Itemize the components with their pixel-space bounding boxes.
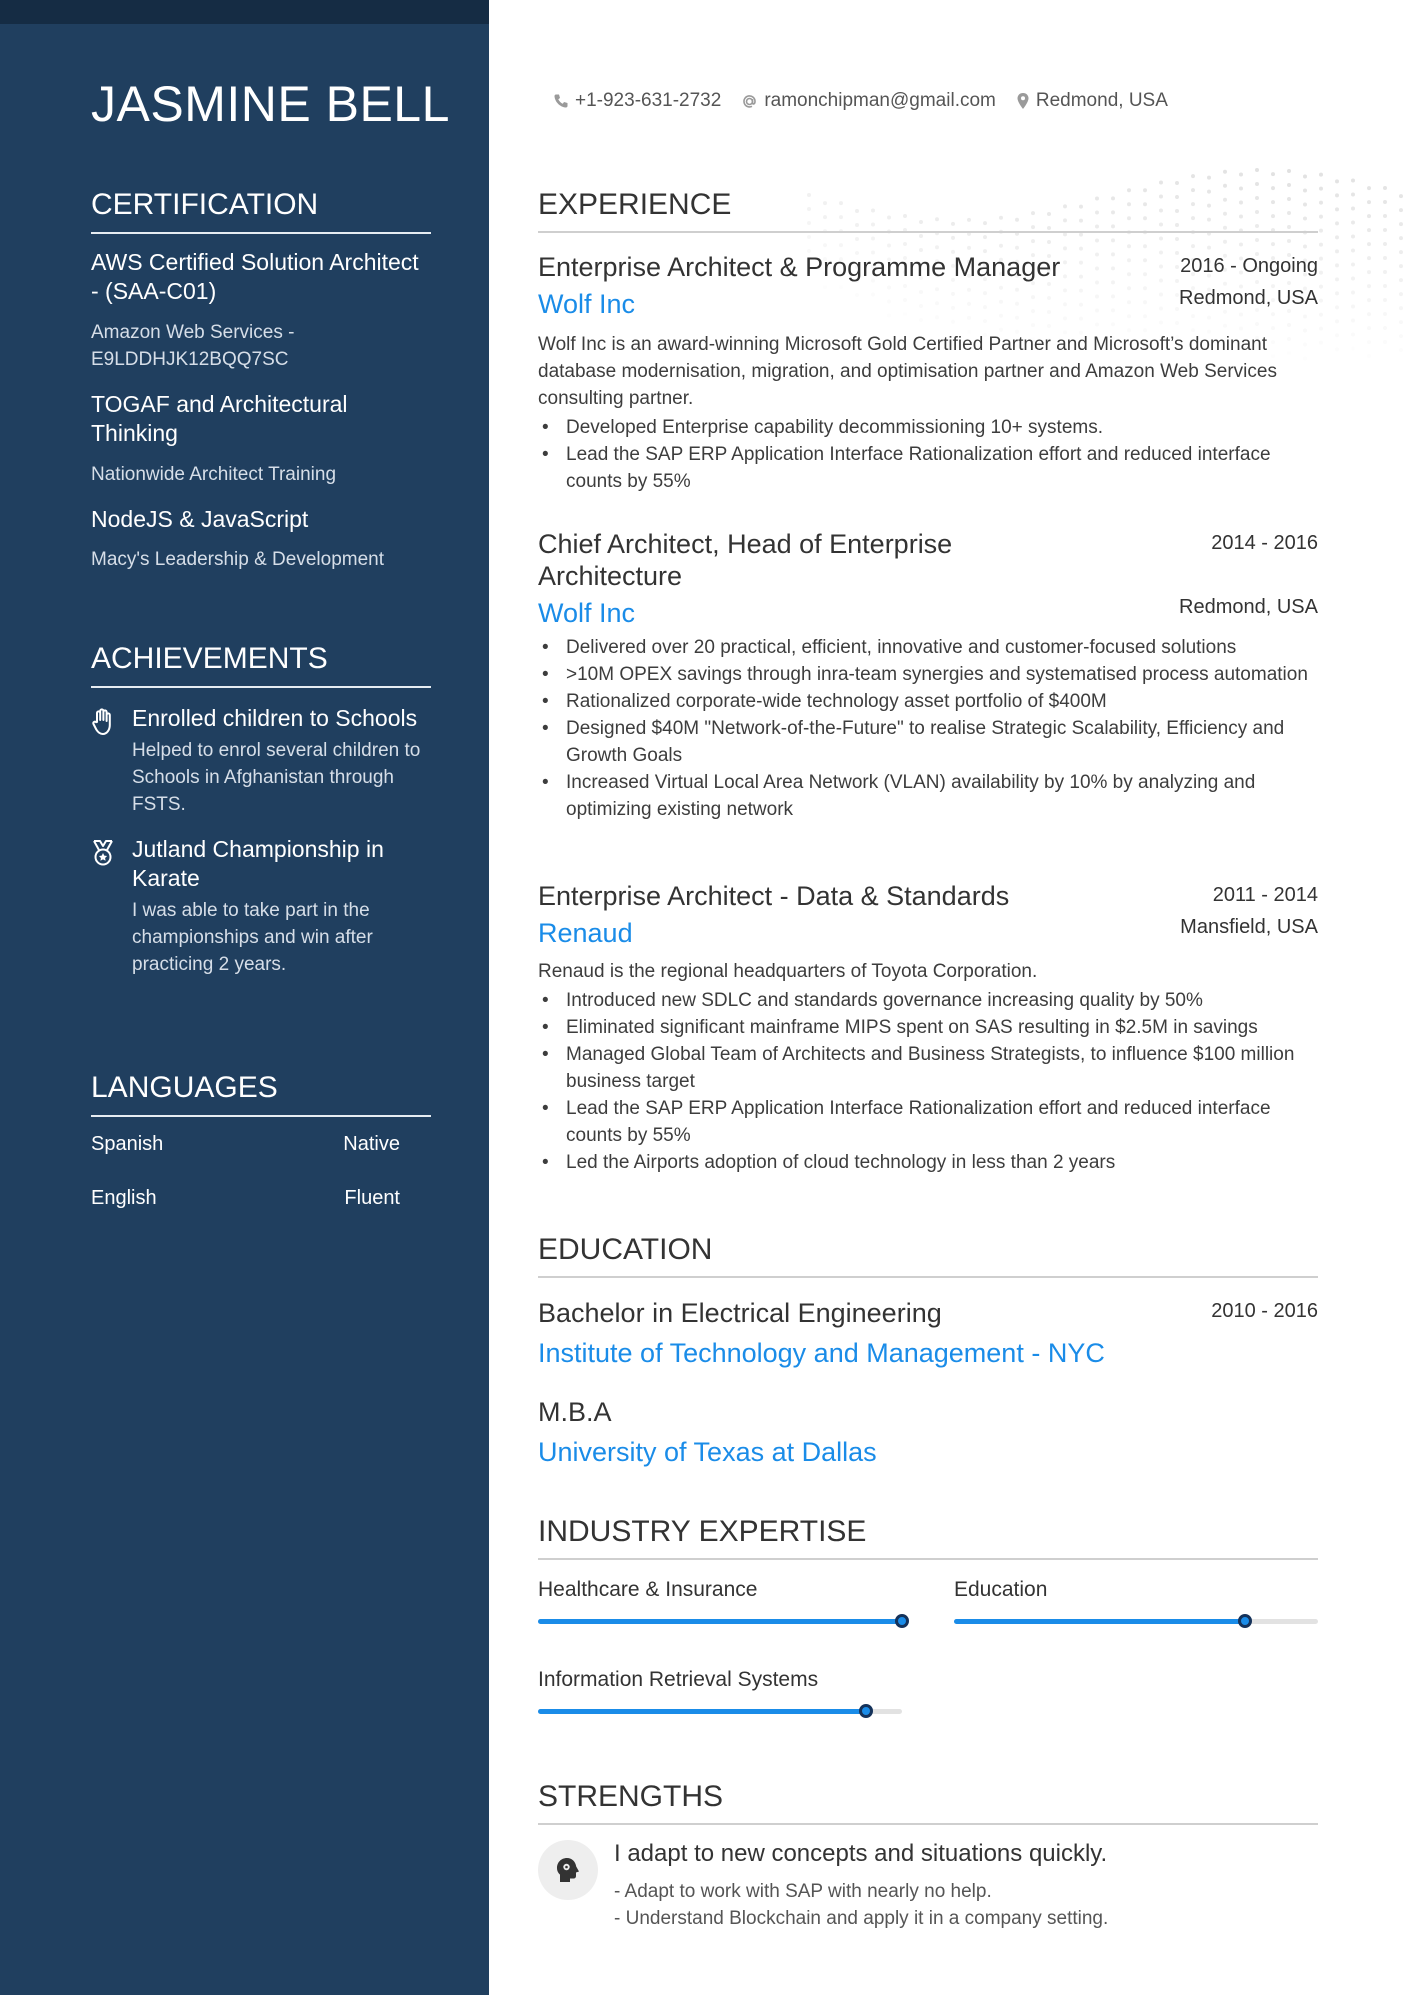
certification-title: AWS Certified Solution Architect - (SAA-C01) [91,249,419,304]
languages-heading: LANGUAGES [91,1071,431,1117]
decorative-dot [1255,182,1259,186]
decorative-dot [1319,243,1323,247]
decorative-dot [1063,246,1067,250]
expertise-item [538,1578,902,1624]
decorative-dot [1383,298,1387,302]
decorative-dot [1335,263,1339,267]
decorative-dot [1367,354,1371,358]
decorative-dot [1383,284,1387,288]
expertise-bar-knob [859,1704,873,1718]
decorative-dot [1367,256,1371,260]
job-title: Chief Architect, Head of Enterprise Architecture [538,529,953,591]
expertise-bar-fill [538,1619,902,1624]
language-level: Native [343,1132,400,1155]
job-bullet: • Rationalized corporate-wide technology asset portfolio of $400M [538,688,1318,715]
degree-title: Bachelor in Electrical Engineering [538,1298,942,1328]
decorative-dot [1399,306,1403,310]
certification-title: TOGAF and Architectural Thinking [91,391,348,446]
decorative-dot [1319,299,1323,303]
decorative-dot [1287,239,1291,243]
decorative-dot [1319,201,1323,205]
achievement-description: Helped to enrol several children to Schools in Afghanistan through FSTS. [132,740,421,815]
certification-item [91,390,431,488]
achievement-title: Jutland Championship in Karate [132,836,384,891]
job-bullet: • Designed $40M "Network-of-the-Future" to realise Strategic Scalability, Efficiency and Growth Goals [538,715,1318,769]
decorative-dot [1335,235,1339,239]
decorative-dot [1367,312,1371,316]
job-bullet: • Increased Virtual Local Area Network (VLAN) availability by 10% by analyzing and optimizing existing network [538,769,1318,823]
education-entry [538,1296,1318,1370]
education-date: 2010 - 2016 [1211,1300,1318,1322]
certification-issuer: Macy's Leadership & Development [91,549,384,570]
decorative-dot [871,236,875,240]
certification-item [91,248,431,373]
decorative-dot [1047,240,1051,244]
decorative-dot [983,235,987,239]
job-bullet: • Eliminated significant mainframe MIPS spent on SAS resulting in $2.5M in savings [538,1014,1318,1041]
decorative-dot [1287,183,1291,187]
decorative-dot [1303,245,1307,249]
decorative-dot [1031,239,1035,243]
language-level: Fluent [344,1186,400,1209]
decorative-dot [1383,214,1387,218]
hand-icon [91,708,115,736]
job-bullet: • Developed Enterprise capability decommissioning 10+ systems. [538,414,1318,441]
certification-section [91,188,431,573]
decorative-dot [1223,170,1227,174]
decorative-dot [1351,333,1355,337]
achievement-title: Enrolled children to Schools [132,705,418,731]
job-date: 2016 - Ongoing [1180,255,1318,277]
job-title: Enterprise Architect & Programme Manager [538,252,1061,282]
decorative-dot [1399,194,1403,198]
decorative-dot [1335,305,1339,309]
phone-contact[interactable] [553,90,721,112]
job-location: Mansfield, USA [1180,916,1318,938]
decorative-dot [1351,179,1355,183]
decorative-dot [1335,319,1339,323]
decorative-dot [1399,348,1403,352]
achievements-heading: ACHIEVEMENTS [91,642,431,688]
achievement-item [91,704,431,818]
decorative-dot [1335,249,1339,253]
expertise-item [954,1578,1318,1624]
job-entry [538,251,1318,495]
decorative-dot [967,246,971,250]
decorative-dot [1319,257,1323,261]
decorative-dot [1319,271,1323,275]
decorative-dot [935,245,939,249]
decorative-dot [1335,277,1339,281]
achievement-description: I was able to take part in the championships and win after practicing 2 years. [132,900,373,975]
achievement-item [91,835,431,978]
decorative-dot [1335,291,1339,295]
job-company[interactable]: Renaud [538,918,633,948]
decorative-dot [1351,193,1355,197]
decorative-dot [1351,263,1355,267]
decorative-dot [1063,232,1067,236]
decorative-dot [1127,244,1131,248]
decorative-dot [839,243,843,247]
decorative-dot [1399,292,1403,296]
decorative-dot [1383,340,1387,344]
job-entry [538,528,1318,823]
decorative-dot [1255,238,1259,242]
decorative-dot [1383,256,1387,260]
decorative-dot [807,235,811,239]
location-pin-icon [1016,92,1030,110]
experience-heading: EXPERIENCE [538,188,1318,233]
expertise-bar-knob [895,1614,909,1628]
job-date: 2014 - 2016 [1211,532,1318,554]
job-bullets [538,987,1318,1176]
location-contact [1016,90,1168,112]
certification-title: NodeJS & JavaScript [91,506,309,532]
strength-title: I adapt to new concepts and situations quickly. [614,1840,1108,1867]
at-icon [741,93,758,110]
decorative-dot [1335,333,1339,337]
email-address: ramonchipman@gmail.com [764,90,996,111]
decorative-dot [919,234,923,238]
job-bullet: • Managed Global Team of Architects and Business Strategists, to influence $100 million business target [538,1041,1318,1095]
decorative-dot [1399,264,1403,268]
job-bullet: • Lead the SAP ERP Application Interface Rationalization effort and reduced interface counts by 55% [538,441,1318,495]
decorative-dot [1351,277,1355,281]
decorative-dot [1335,179,1339,183]
decorative-dot [1319,173,1323,177]
expertise-name: Healthcare & Insurance [538,1578,758,1601]
certification-item [91,505,431,573]
school-name[interactable]: University of Texas at Dallas [538,1437,877,1467]
education-entry [538,1395,1318,1469]
decorative-dot [1271,172,1275,176]
achievements-section [91,642,431,978]
decorative-dot [1351,347,1355,351]
certification-issuer: Nationwide Architect Training [91,464,337,485]
decorative-dot [1351,319,1355,323]
decorative-dot [1367,326,1371,330]
contact-bar [553,90,1188,112]
job-description: Renaud is the regional headquarters of Toyota Corporation. [538,961,1038,982]
decorative-dot [1255,168,1259,172]
job-entry [538,880,1318,1176]
decorative-dot [1351,249,1355,253]
certification-heading: CERTIFICATION [91,188,431,234]
medal-icon [91,839,115,867]
decorative-dot [1399,236,1403,240]
strength-description [614,1878,1108,1932]
job-bullets [538,634,1318,823]
decorative-dot [1287,169,1291,173]
decorative-dot [1207,176,1211,180]
degree-title: M.B.A [538,1397,612,1427]
decorative-dot [1159,236,1163,240]
decorative-dot [1239,243,1243,247]
decorative-dot [1175,237,1179,241]
decorative-dot [1207,246,1211,250]
expertise-bar-fill [538,1709,866,1714]
decorative-dot [1223,240,1227,244]
decorative-dot [1351,235,1355,239]
decorative-dot [1319,229,1323,233]
decorative-dot [1399,222,1403,226]
expertise-bar [538,1619,902,1624]
strength-line: - Understand Blockchain and apply it in a company setting. [614,1908,1109,1929]
job-location: Redmond, USA [1179,596,1318,618]
expertise-name: Information Retrieval Systems [538,1668,819,1691]
decorative-dot [823,243,827,247]
decorative-dot [1335,221,1339,225]
head-icon [555,1856,581,1884]
decorative-dot [999,244,1003,248]
phone-icon [553,93,569,109]
decorative-dot [1399,334,1403,338]
decorative-dot [855,237,859,241]
decorative-dot [1367,214,1371,218]
strength-icon-circle [538,1840,598,1900]
decorative-dot [1319,285,1323,289]
language-name: Spanish [91,1132,164,1155]
expertise-bar-fill [954,1619,1245,1624]
decorative-dot [1383,242,1387,246]
expertise-bar-knob [1238,1614,1252,1628]
job-bullet: • Delivered over 20 practical, efficient, innovative and customer-focused solutions [538,634,1318,661]
decorative-dot [1367,228,1371,232]
decorative-dot [1383,326,1387,330]
job-date: 2011 - 2014 [1212,884,1318,906]
sidebar [0,0,489,1995]
phone-number: +1-923-631-2732 [575,90,722,111]
decorative-dot [903,242,907,246]
job-description: Wolf Inc is an award-winning Microsoft Gold Certified Partner and Microsoft’s dominant database modernisation, migration, and optimisation partner and Amazon Web Services consulting partner. [538,334,1277,409]
decorative-dot [1399,278,1403,282]
job-title: Enterprise Architect - Data & Standards [538,881,1010,911]
expertise-name: Education [954,1578,1048,1601]
job-bullets [538,414,1318,495]
decorative-dot [1367,200,1371,204]
decorative-dot [1335,207,1339,211]
industry-expertise-heading: INDUSTRY EXPERTISE [538,1515,1318,1560]
decorative-dot [1319,215,1323,219]
decorative-dot [1367,284,1371,288]
decorative-dot [1383,228,1387,232]
decorative-dot [1191,174,1195,178]
language-row [91,1171,431,1225]
decorative-dot [1303,175,1307,179]
languages-section [91,1071,431,1225]
decorative-dot [1367,298,1371,302]
candidate-name: JASMINE BELL [91,76,450,132]
decorative-dot [1351,291,1355,295]
email-contact[interactable] [741,90,996,112]
decorative-dot [1319,341,1323,345]
decorative-dot [1319,313,1323,317]
decorative-dot [1079,247,1083,251]
expertise-bar [954,1619,1318,1624]
decorative-dot [1351,207,1355,211]
job-company[interactable]: Wolf Inc [538,289,636,319]
decorative-dot [1191,244,1195,248]
school-name[interactable]: Institute of Technology and Management - NYC [538,1338,1105,1368]
language-name: English [91,1186,157,1209]
decorative-dot [1367,242,1371,246]
strengths-heading: STRENGTHS [538,1780,1318,1825]
decorative-dot [1399,320,1403,324]
decorative-dot [1383,186,1387,190]
education-heading: EDUCATION [538,1233,1318,1278]
decorative-dot [1335,193,1339,197]
decorative-dot [1095,239,1099,243]
language-row [91,1117,431,1171]
decorative-dot [1079,233,1083,237]
decorative-dot [1111,238,1115,242]
expertise-item [538,1668,902,1714]
job-location: Redmond, USA [1179,287,1318,309]
job-bullet: • >10M OPEX savings through inra-team synergies and systematised process automation [538,661,1318,688]
sidebar-top-strip [0,0,489,24]
expertise-bar [538,1709,902,1714]
decorative-dot [887,244,891,248]
decorative-dot [1399,208,1403,212]
strength-line: - Adapt to work with SAP with nearly no help. [614,1881,992,1902]
decorative-dot [1383,312,1387,316]
decorative-dot [1399,250,1403,254]
decorative-dot [1319,187,1323,191]
decorative-dot [1383,200,1387,204]
decorative-dot [1239,173,1243,177]
job-company[interactable]: Wolf Inc [538,598,636,628]
decorative-dot [1367,340,1371,344]
location-text: Redmond, USA [1035,90,1168,111]
decorative-dot [1351,221,1355,225]
job-bullet: • Lead the SAP ERP Application Interface Rationalization effort and reduced interface counts by 55% [538,1095,1318,1149]
decorative-dot [1143,244,1147,248]
decorative-dot [1175,181,1179,185]
decorative-dot [1367,270,1371,274]
decorative-dot [1271,242,1275,246]
decorative-dot [1351,305,1355,309]
decorative-dot [1335,347,1339,351]
job-bullet: • Introduced new SDLC and standards governance increasing quality by 50% [538,987,1318,1014]
decorative-dot [1319,327,1323,331]
decorative-dot [1367,186,1371,190]
job-bullet: • Led the Airports adoption of cloud technology in less than 2 years [538,1149,1318,1176]
decorative-dot [1383,270,1387,274]
decorative-dot [1159,180,1163,184]
decorative-dot [951,236,955,240]
decorative-dot [1015,246,1019,250]
certification-issuer: Amazon Web Services - E9LDDHJK12BQQ7SC [91,322,295,370]
